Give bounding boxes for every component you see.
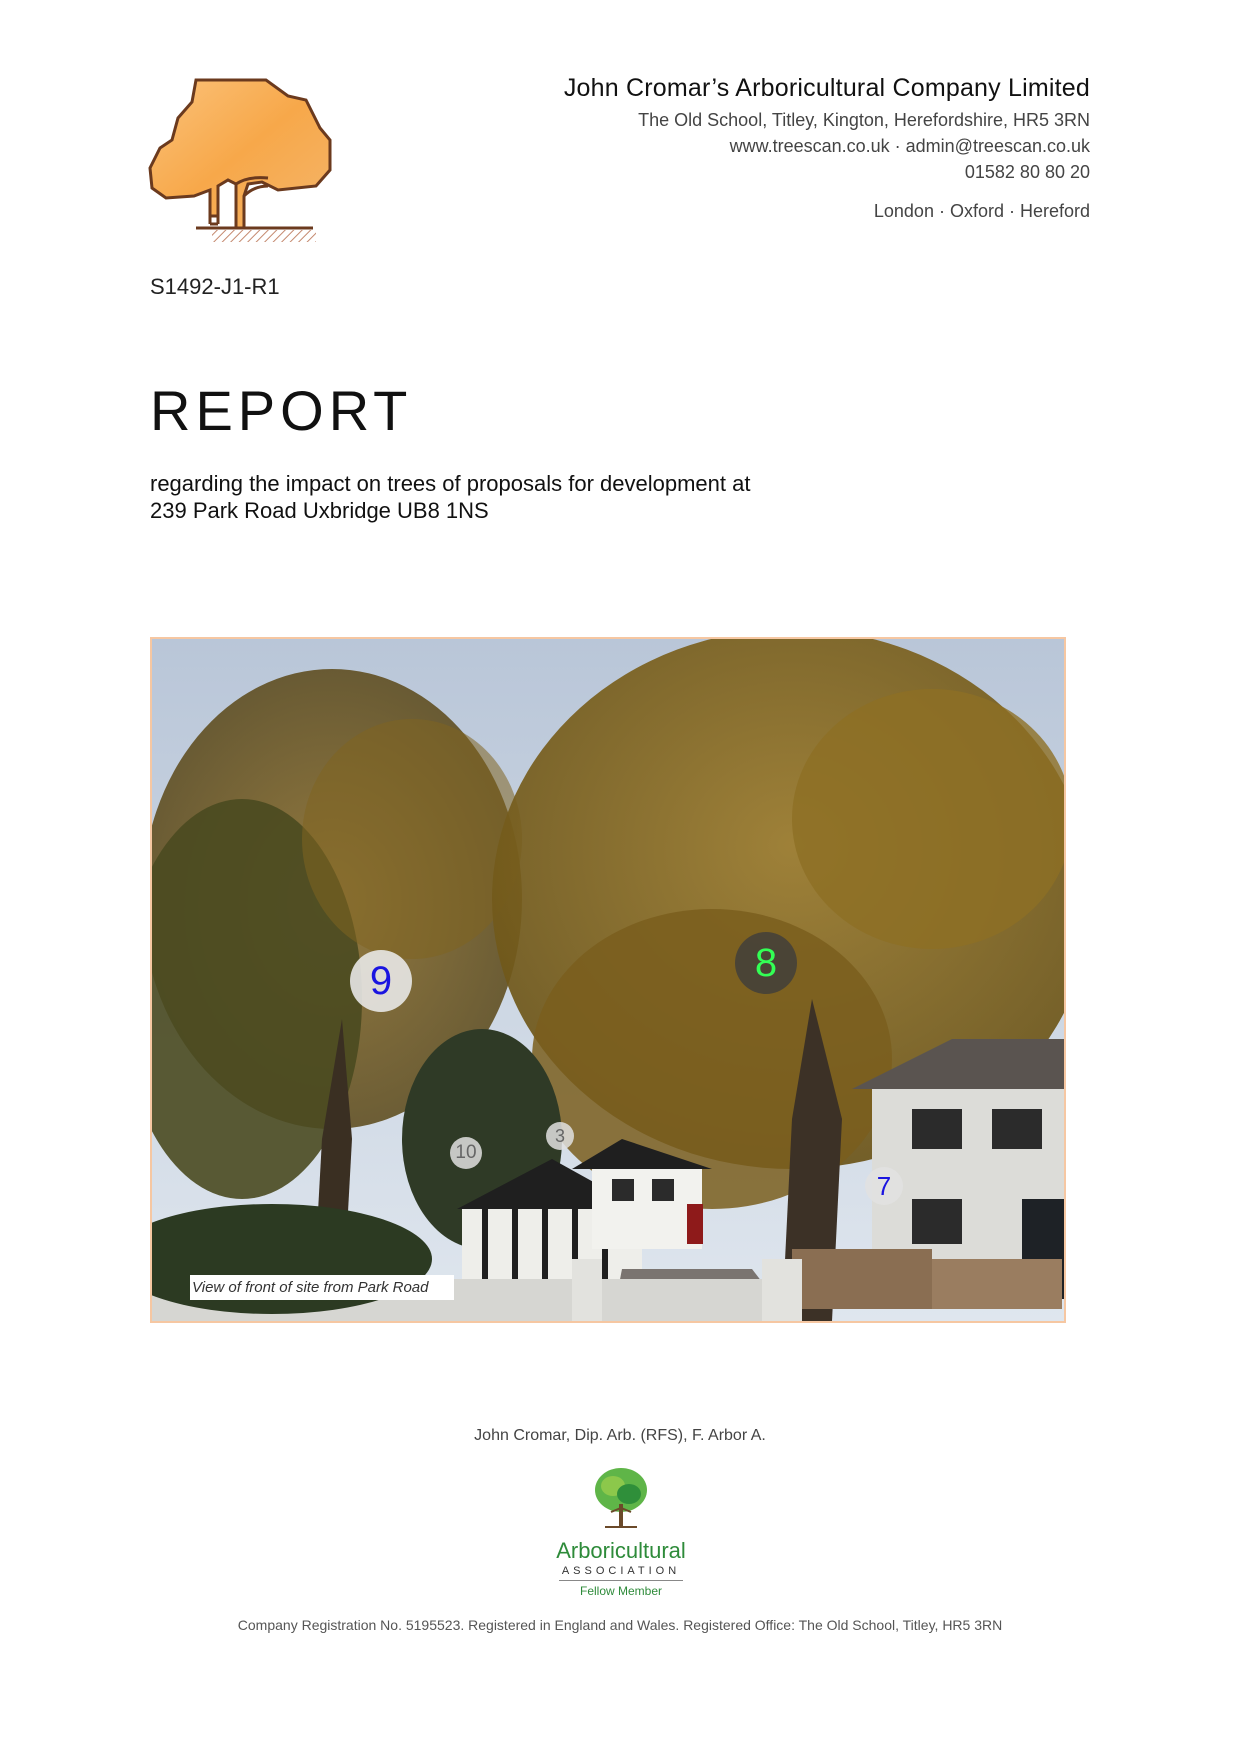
document-reference: S1492-J1-R1 xyxy=(150,274,280,299)
aa-name: Arboricultural xyxy=(556,1538,686,1563)
aa-tree-icon xyxy=(591,1468,651,1530)
photo-caption: View of front of site from Park Road xyxy=(190,1275,454,1300)
author-credentials: John Cromar, Dip. Arb. (RFS), F. Arbor A. xyxy=(474,1427,766,1444)
aa-divider xyxy=(559,1580,683,1581)
tree-marker-3: 3 xyxy=(546,1122,574,1150)
company-header xyxy=(564,74,1090,222)
subtitle-line-2: 239 Park Road Uxbridge UB8 1NS xyxy=(150,498,489,523)
tree-marker-10: 10 xyxy=(450,1137,482,1169)
company-registration-footer: Company Registration No. 5195523. Registered in England and Wales. Registered Office: The Old School, Titley, HR5 3RN xyxy=(237,1617,1003,1633)
aa-association-word: ASSOCIATION xyxy=(561,1565,681,1577)
tree-marker-7: 7 xyxy=(865,1167,903,1205)
aa-member-level: Fellow Member xyxy=(579,1584,663,1598)
arboricultural-association-logo xyxy=(555,1468,687,1604)
company-tree-logo xyxy=(148,78,368,248)
page-title: REPORT xyxy=(150,379,413,442)
report-subtitle xyxy=(150,470,750,524)
company-name: John Cromar’s Arboricultural Company Limited xyxy=(563,74,1090,102)
site-photo xyxy=(150,637,1066,1323)
site-photo-illustration xyxy=(152,639,1064,1321)
tree-marker-9: 9 xyxy=(350,950,412,1012)
company-phone: 01582 80 80 20 xyxy=(964,162,1090,182)
tree-marker-8: 8 xyxy=(735,932,797,994)
company-web-email: www.treescan.co.uk · admin@treescan.co.uk xyxy=(729,136,1090,156)
company-offices: London · Oxford · Hereford xyxy=(873,201,1090,221)
company-address: The Old School, Titley, Kington, Herefordshire, HR5 3RN xyxy=(638,110,1090,130)
subtitle-line-1: regarding the impact on trees of proposals for development at xyxy=(150,471,751,496)
